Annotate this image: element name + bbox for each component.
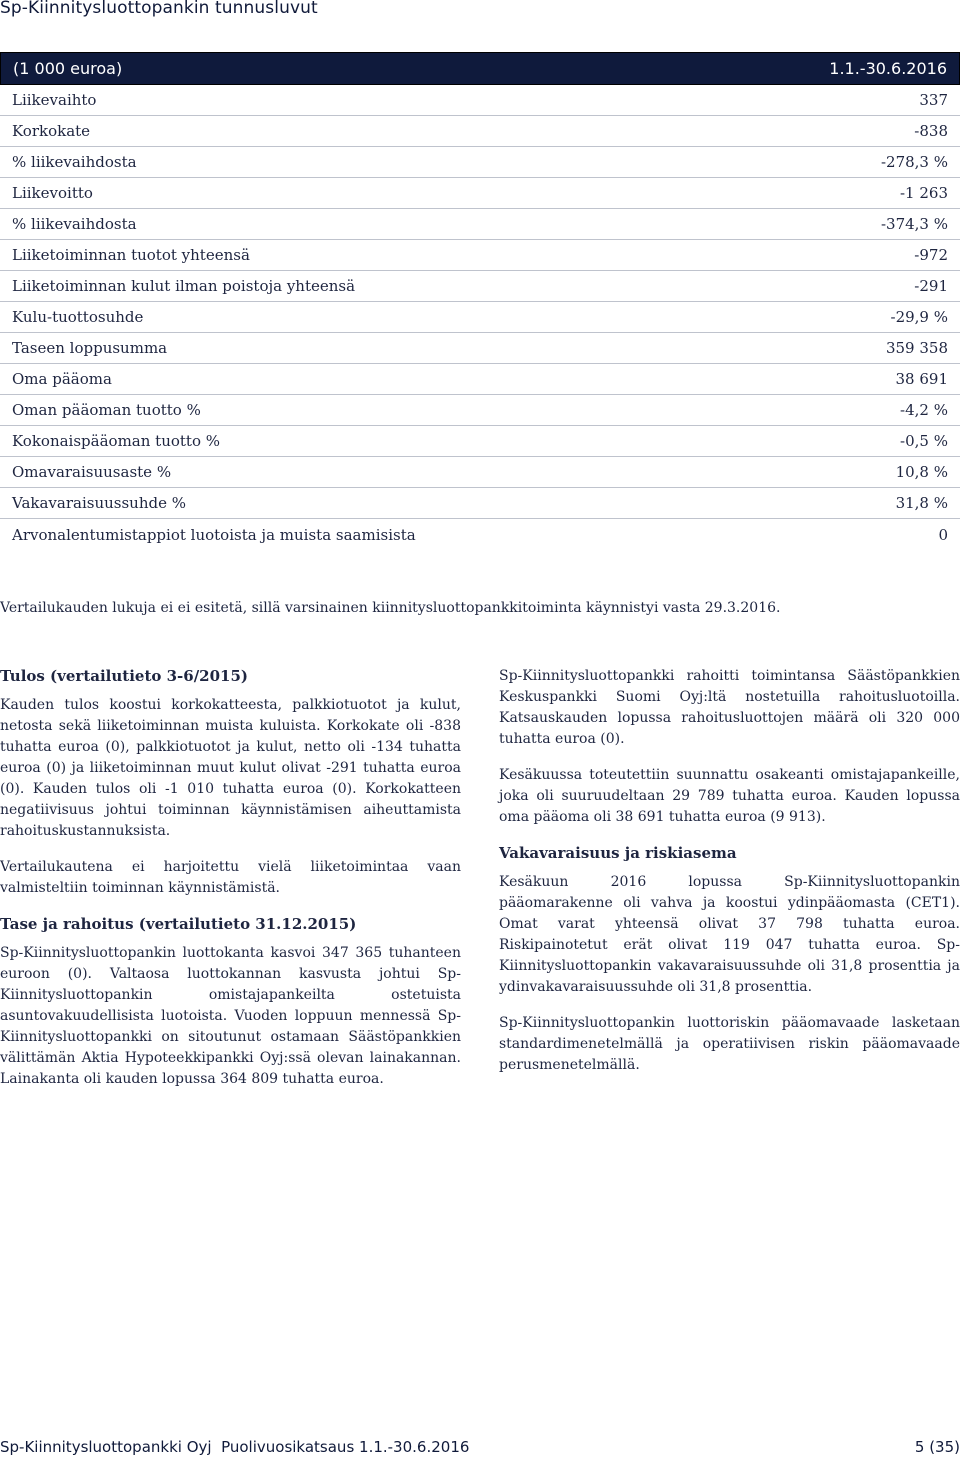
row-label: % liikevaihdosta <box>12 215 137 233</box>
row-value: 31,8 % <box>895 494 948 512</box>
row-value: -278,3 % <box>880 153 948 171</box>
page-title: Sp-Kiinnitysluottopankin tunnusluvut <box>0 0 318 18</box>
table-row <box>0 178 960 209</box>
table-row <box>0 426 960 457</box>
row-value: 337 <box>919 91 948 109</box>
row-value: -838 <box>914 122 948 140</box>
row-label: Oma pääoma <box>12 370 112 388</box>
row-label: Korkokate <box>12 122 91 140</box>
table-header <box>0 52 960 85</box>
table-row <box>0 519 960 550</box>
key-figures-table <box>0 52 960 550</box>
paragraph: Sp-Kiinnitysluottopankin luottokanta kasvoi 347 365 tuhanteen euroon (0). Valtaosa luottokannan kasvusta johtui Sp-Kiinnitysluottopankin omistajapankeilta ostetuista asuntovakuudellisista luotoista. Vuoden loppuun mennessä Sp-Kiinnitysluottopankki on sitoutunut ostamaan Säästöpankkien välittämän Aktia Hypoteekkipankki Oyj:ssä olevan lainakannan. Lainakanta oli kauden lopussa 364 809 tuhatta euroa. <box>0 945 461 1087</box>
section-heading-result: Tulos (vertailutieto 3-6/2015) <box>0 667 249 685</box>
right-text-column <box>499 666 960 1091</box>
table-row <box>0 240 960 271</box>
row-label: % liikevaihdosta <box>12 153 137 171</box>
table-row <box>0 271 960 302</box>
row-value: 359 358 <box>885 339 948 357</box>
table-row <box>0 395 960 426</box>
row-value: 0 <box>938 525 948 544</box>
section-heading-balance: Tase ja rahoitus (vertailutieto 31.12.2015) <box>0 915 357 933</box>
row-label: Omavaraisuusaste % <box>12 463 172 481</box>
row-value: -4,2 % <box>900 401 948 419</box>
row-value: -29,9 % <box>890 308 948 326</box>
row-label: Kulu-tuottosuhde <box>12 308 144 326</box>
table-row <box>0 116 960 147</box>
table-row <box>0 364 960 395</box>
row-value: -0,5 % <box>900 432 948 450</box>
table-row <box>0 147 960 178</box>
footer-page-number: 5 (35) <box>914 1438 960 1456</box>
paragraph: Sp-Kiinnitysluottopankin luottoriskin pääomavaade lasketaan standardimenetelmällä ja operatiivisen riskin pääomavaade perusmenetelmällä. <box>499 1015 960 1073</box>
table-row <box>0 85 960 116</box>
comparison-note: Vertailukauden lukuja ei ei esitetä, sillä varsinainen kiinnitysluottopankkitoiminta käynnistyi vasta 29.3.2016. <box>0 600 781 616</box>
paragraph: Sp-Kiinnitysluottopankki rahoitti toimintansa Säästöpankkien Keskuspankki Suomi Oyj:ltä nostetuilla rahoitusluotoilla. Katsauskauden lopussa rahoitusluottojen määrä oli 320 000 tuhatta euroa (0). <box>499 668 960 747</box>
table-header-period: 1.1.-30.6.2016 <box>829 59 947 78</box>
row-value: -1 263 <box>899 184 948 202</box>
paragraph: Kesäkuun 2016 lopussa Sp-Kiinnitysluottopankin pääomarakenne oli vahva ja koostui ydinpääomasta (CET1). Omat varat yhteensä olivat 37 798 tuhatta euroa. Riskipainotetut erät olivat 119 047 tuhatta euroa. Sp-Kiinnitysluottopankin vakavaraisuussuhde oli 31,8 prosenttia ja ydinvakavaraisuussuhde oli 31,8 prosenttia. <box>499 874 960 995</box>
row-label: Liiketoiminnan tuotot yhteensä <box>12 246 250 264</box>
table-row <box>0 302 960 333</box>
table-header-unit: (1 000 euroa) <box>13 59 123 78</box>
row-value: -374,3 % <box>880 215 948 233</box>
table-row <box>0 209 960 240</box>
row-label: Liikevoitto <box>12 184 93 202</box>
row-label: Arvonalentumistappiot luotoista ja muista saamisista <box>12 525 416 544</box>
row-label: Liikevaihto <box>12 91 97 109</box>
footer-document-title: Sp-Kiinnitysluottopankki Oyj Puolivuosikatsaus 1.1.-30.6.2016 <box>0 1438 470 1456</box>
row-value: -291 <box>914 277 948 295</box>
paragraph: Vertailukautena ei harjoitettu vielä liiketoimintaa vaan valmisteltiin toiminnan käynnistämistä. <box>0 859 461 896</box>
row-label: Kokonaispääoman tuotto % <box>12 432 220 450</box>
table-row <box>0 333 960 364</box>
table-row <box>0 488 960 519</box>
left-text-column <box>0 666 461 1105</box>
row-label: Oman pääoman tuotto % <box>12 401 201 419</box>
page-footer <box>0 1438 960 1456</box>
row-label: Liiketoiminnan kulut ilman poistoja yhteensä <box>12 277 356 295</box>
row-value: 38 691 <box>895 370 948 388</box>
paragraph: Kesäkuussa toteutettiin suunnattu osakeanti omistajapankeille, joka oli suuruudeltaan 29 789 tuhatta euroa. Kauden lopussa oma pääoma oli 38 691 tuhatta euroa (9 913). <box>499 767 960 825</box>
row-label: Taseen loppusumma <box>12 339 168 357</box>
row-label: Vakavaraisuussuhde % <box>12 494 186 512</box>
section-heading-capital: Vakavaraisuus ja riskiasema <box>499 844 737 862</box>
row-value: -972 <box>914 246 948 264</box>
row-value: 10,8 % <box>895 463 948 481</box>
table-row <box>0 457 960 488</box>
paragraph: Kauden tulos koostui korkokatteesta, palkkiotuotot ja kulut, netosta sekä liiketoiminnan muista kuluista. Korkokate oli -838 tuhatta euroa (0), palkkiotuotot ja kulut, netto oli -134 tuhatta euroa (0) ja liiketoiminnan muut kulut olivat -291 tuhatta euroa (0). Kauden tulos oli -1 010 tuhatta euroa (0). Korkokatteen negatiivisuus johtui toiminnan käynnistämisen aiheuttamista rahoituskustannuksista. <box>0 697 461 839</box>
